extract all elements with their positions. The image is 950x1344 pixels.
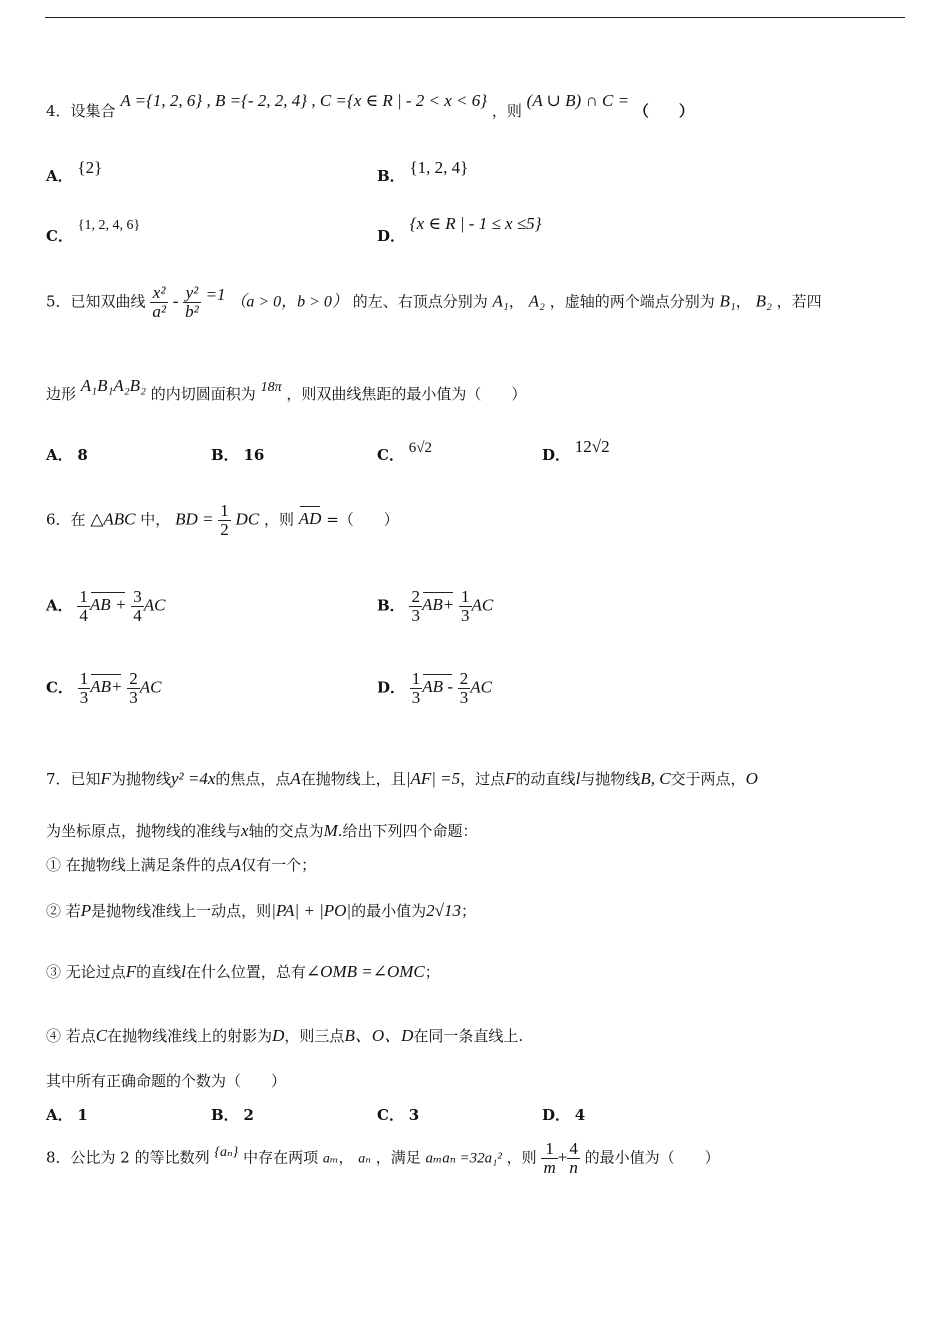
question-4 — [46, 91, 694, 121]
q5-x-frac — [150, 284, 168, 321]
term-1: AB+ — [90, 677, 123, 697]
math-segment: B、O、D — [344, 1026, 414, 1045]
numerator: 2 — [459, 669, 469, 688]
sep: ， — [508, 292, 524, 311]
q4-sets: A ={1, 2, 6} , B ={- 2, 2, 4} , C ={x ∈ R | - 2 < x < 6} — [120, 91, 488, 110]
math-segment: y² =4x — [170, 769, 216, 788]
q8-end: 的最小值为（ ） — [584, 1148, 720, 1167]
q8-mid2: ，满足 — [375, 1148, 421, 1167]
text-segment: 在什么位置，总有 — [185, 963, 306, 981]
denominator: 3 — [129, 687, 138, 707]
option-label: A． — [46, 167, 73, 185]
denominator: a² — [152, 301, 166, 321]
option-value: 2 — [243, 1106, 254, 1124]
q8-mid1: 中存在两项 — [243, 1148, 319, 1167]
q4-prefix: 4．设集合 — [46, 102, 116, 120]
term-2: AC — [470, 677, 492, 697]
q5-y-frac — [183, 284, 201, 321]
q7-option-d[interactable] — [542, 1104, 585, 1125]
q5-area: 18π — [260, 380, 282, 395]
text-segment: 的动直线 — [515, 770, 576, 788]
coef-2 — [131, 588, 144, 625]
coef-1 — [409, 588, 422, 625]
statement-1 — [46, 854, 316, 875]
q8-frac-2 — [567, 1140, 580, 1177]
numerator: 1 — [79, 669, 89, 688]
text-segment: 7．已知 — [46, 770, 101, 788]
term-2: AC — [139, 677, 162, 697]
numerator: 1 — [411, 669, 421, 688]
q8-mid3: ，则 — [506, 1148, 537, 1167]
q5-condition: （a > 0，b > 0） — [230, 293, 348, 311]
q8-am: aₘ — [322, 1151, 339, 1167]
option-label: D． — [377, 678, 406, 697]
math-segment: F — [505, 769, 516, 788]
q4-paren: （ ） — [633, 102, 694, 120]
option-value: 8 — [77, 446, 88, 464]
statement-4 — [46, 1021, 523, 1046]
text-segment: 的焦点，点 — [215, 770, 291, 788]
text-segment: 交于两点， — [670, 770, 746, 788]
question-7-line-2 — [46, 820, 478, 841]
math-segment: C — [95, 1026, 108, 1045]
q6-half — [218, 502, 231, 539]
denominator: 3 — [459, 687, 469, 707]
text-segment: 的最小值为 — [351, 902, 427, 920]
q5-line2-prefix: 边形 — [46, 385, 77, 403]
math-segment: ∠OMB =∠OMC — [305, 962, 425, 981]
q6-end: =（ ） — [326, 510, 399, 529]
text-segment: .给出下列四个命题： — [337, 822, 478, 840]
q5-b1: B₁ — [719, 291, 736, 311]
q5-a1: A₁ — [492, 291, 509, 311]
option-label: D． — [542, 1106, 571, 1124]
denominator: m — [543, 1157, 556, 1177]
option-label: C． — [46, 678, 73, 697]
q8-sequence: {aₙ} — [214, 1145, 239, 1161]
option-value: {1, 2, 4, 6} — [77, 218, 141, 233]
term-1: AB + — [89, 595, 127, 615]
q5-prefix: 5．已知双曲线 — [46, 292, 146, 311]
q4-option-a[interactable] — [46, 158, 103, 186]
numerator: 2 — [129, 669, 138, 688]
term-1: AB - — [422, 677, 453, 697]
q8-condition: aₘaₙ =32a₁² — [425, 1150, 502, 1167]
option-value: {2} — [77, 158, 103, 177]
option-label: C． — [377, 446, 404, 464]
option-value: {1, 2, 4} — [409, 158, 469, 177]
text-segment: 是抛物线准线上一动点，则 — [91, 902, 272, 920]
math-segment: 2√13 — [426, 901, 461, 920]
q8-an: aₙ — [358, 1151, 371, 1167]
denominator: b² — [185, 301, 199, 321]
coef-1 — [410, 670, 423, 707]
text-segment: 仅有一个； — [241, 856, 317, 874]
math-segment: A — [290, 769, 301, 788]
question-5 — [46, 284, 822, 321]
q5-line2-end: ，则双曲线焦距的最小值为（ ） — [286, 385, 527, 403]
q6-mid1: 中， — [140, 510, 171, 529]
denominator: n — [569, 1157, 578, 1177]
math-segment: F — [125, 962, 137, 981]
option-label: C． — [377, 1106, 404, 1124]
option-value: 16 — [243, 446, 265, 464]
numerator: y² — [183, 284, 201, 303]
numerator: 1 — [79, 587, 88, 606]
math-segment: F — [100, 769, 111, 788]
q8-prefix: 8．公比为 2 的等比数列 — [46, 1148, 210, 1167]
denominator: 4 — [79, 605, 88, 625]
q4-option-d[interactable] — [377, 214, 542, 246]
term-2: AC — [471, 595, 494, 615]
q6-option-c[interactable] — [46, 670, 162, 707]
math-segment: A — [230, 855, 242, 874]
q6-bd: BD = — [175, 509, 214, 529]
text-segment: ① 在抛物线上满足条件的点 — [46, 856, 231, 874]
numerator: 1 — [220, 501, 229, 520]
q6-option-a[interactable] — [46, 588, 165, 625]
q7-option-b[interactable] — [211, 1104, 254, 1125]
option-label: B． — [377, 167, 405, 185]
text-segment: 为抛物线 — [110, 770, 171, 788]
text-segment: 在抛物线准线上的射影为 — [107, 1027, 273, 1045]
option-label: A． — [46, 446, 73, 464]
q6-option-d[interactable] — [377, 670, 492, 707]
q5-quadrilateral: A₁B₁A₂B₂ — [80, 376, 146, 395]
denominator: 2 — [220, 519, 229, 539]
q5-option-c[interactable] — [377, 440, 432, 465]
option-label: A． — [46, 596, 73, 615]
option-value: 4 — [574, 1106, 586, 1124]
denominator: 3 — [411, 605, 420, 625]
statement-3 — [46, 961, 440, 982]
sep: ， — [735, 292, 751, 311]
option-value: {x ∈ R | - 1 ≤ x ≤5} — [409, 214, 542, 233]
numerator: 1 — [461, 587, 470, 606]
minus: - — [172, 291, 179, 311]
option-value: 12√2 — [574, 437, 610, 456]
numerator: 2 — [411, 587, 420, 606]
math-segment: |PA| + |PO| — [271, 901, 352, 920]
text-segment: ； — [424, 963, 440, 981]
q5-text3: ，若四 — [776, 292, 822, 311]
text-segment: ，则三点 — [284, 1027, 345, 1045]
math-segment: l — [575, 769, 581, 788]
q4-option-c[interactable] — [46, 218, 141, 246]
math-segment: D — [272, 1026, 285, 1045]
q6-option-b[interactable] — [377, 588, 493, 625]
denominator: 3 — [79, 687, 89, 707]
q7-option-c[interactable] — [377, 1104, 419, 1125]
math-segment: P — [80, 901, 92, 920]
text-segment: ，过点 — [460, 770, 506, 788]
numerator: 3 — [133, 587, 142, 606]
question-5-line-2 — [46, 376, 527, 404]
q6-triangle: △ABC — [90, 509, 136, 529]
text-segment: 在抛物线上，且 — [300, 770, 406, 788]
coef-1 — [77, 588, 90, 625]
option-value: 3 — [408, 1106, 420, 1124]
option-label: D． — [377, 227, 406, 245]
option-value: 1 — [77, 1106, 88, 1124]
text-segment: ； — [460, 902, 476, 920]
q6-prefix: 6．在 — [46, 510, 86, 529]
coef-1 — [78, 670, 91, 707]
q6-mid2: ，则 — [263, 510, 294, 529]
numerator: x² — [150, 284, 168, 303]
q6-ad-vector: AD — [298, 509, 322, 529]
q5-text1: 的左、右顶点分别为 — [352, 292, 488, 311]
option-label: B． — [377, 596, 405, 615]
text-segment: 为坐标原点，抛物线的准线与 — [46, 822, 242, 840]
denominator: 3 — [411, 687, 421, 707]
q6-dc: DC — [235, 509, 260, 529]
option-label: A． — [46, 1106, 73, 1124]
q5-eq-rhs: =1 — [205, 285, 226, 305]
plus: + — [557, 1147, 568, 1167]
q5-option-d[interactable] — [542, 437, 610, 465]
denominator: 3 — [461, 605, 470, 625]
text-segment: ② 若 — [46, 902, 81, 920]
math-segment: l — [181, 962, 186, 981]
coef-2 — [127, 670, 140, 707]
option-label: B． — [211, 1106, 239, 1124]
sep: ， — [338, 1148, 354, 1167]
coef-2 — [458, 670, 471, 707]
term-2: AC — [143, 595, 166, 615]
question-6 — [46, 502, 399, 539]
q5-option-a[interactable] — [46, 444, 88, 465]
option-label: D． — [542, 446, 571, 464]
q5-a2: A₂ — [528, 291, 545, 311]
q5-b2: B₂ — [755, 291, 772, 311]
text-segment: 的直线 — [136, 963, 182, 981]
statement-2 — [46, 900, 476, 921]
option-value: 6√2 — [408, 440, 432, 456]
math-segment: x — [241, 821, 249, 840]
text-segment: 与抛物线 — [580, 770, 641, 788]
q4-mid: ，则 — [491, 102, 522, 120]
text-segment: ③ 无论过点 — [46, 963, 126, 981]
math-segment: |AF| =5 — [405, 769, 461, 788]
q5-line2-mid: 的内切圆面积为 — [150, 385, 256, 403]
math-segment: M — [323, 821, 338, 840]
text-segment: 轴的交点为 — [248, 822, 324, 840]
q5-text2: ，虚轴的两个端点分别为 — [549, 292, 715, 311]
q4-expr: (A ∪ B) ∩ C = — [526, 91, 630, 110]
option-label: C． — [46, 227, 73, 245]
q5-option-b[interactable] — [211, 444, 264, 465]
q4-option-b[interactable] — [377, 158, 469, 186]
denominator: 4 — [133, 605, 142, 625]
q7-ask-text: 其中所有正确命题的个数为（ ） — [46, 1072, 287, 1090]
q8-frac-1 — [541, 1140, 557, 1177]
q7-option-a[interactable] — [46, 1104, 88, 1125]
numerator: 4 — [569, 1139, 578, 1158]
math-segment: O — [745, 769, 758, 788]
math-segment: B, C — [640, 769, 671, 788]
question-8 — [46, 1140, 720, 1177]
text-segment: ④ 若点 — [46, 1027, 96, 1045]
q7-ask — [46, 1070, 286, 1091]
term-1: AB+ — [421, 595, 455, 615]
question-7 — [46, 768, 758, 789]
text-segment: 在同一条直线上. — [413, 1027, 524, 1045]
top-rule — [45, 17, 905, 18]
option-label: B． — [211, 446, 239, 464]
numerator: 1 — [541, 1140, 557, 1159]
coef-2 — [459, 588, 472, 625]
